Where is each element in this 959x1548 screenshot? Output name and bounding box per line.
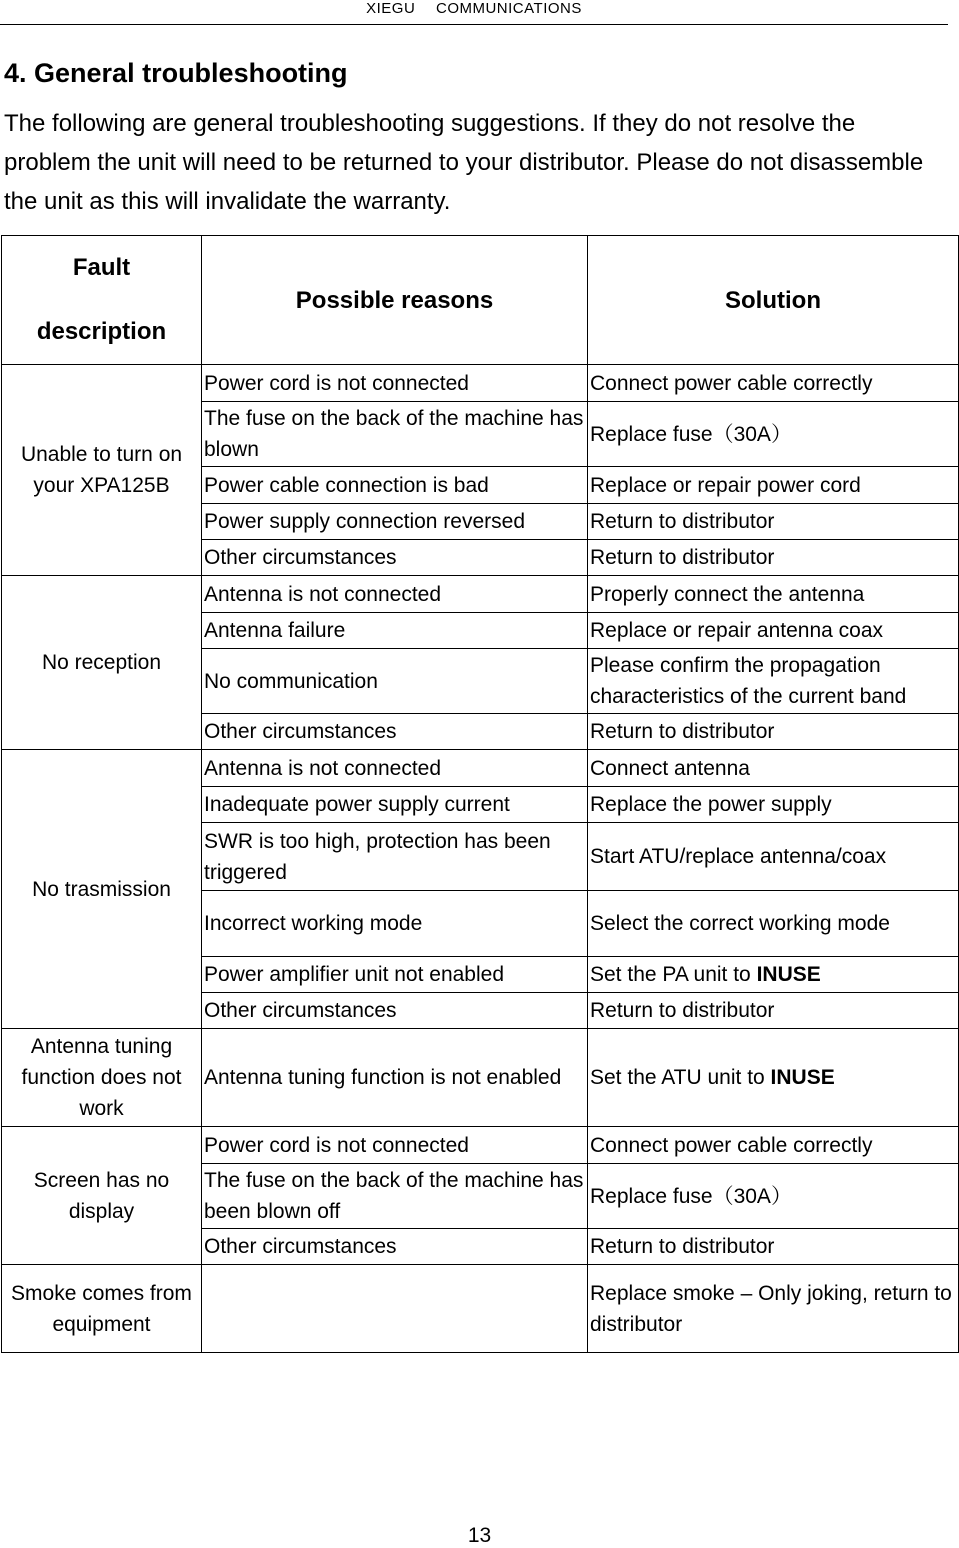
solution-cell: Replace or repair antenna coax bbox=[588, 613, 959, 649]
possible-reason-cell: SWR is too high, protection has been triggered bbox=[202, 823, 588, 891]
solution-cell: Return to distributor bbox=[588, 714, 959, 750]
fault-description-cell: Antenna tuning function does not work bbox=[2, 1029, 202, 1127]
possible-reason-cell: Power cable connection is bad bbox=[202, 467, 588, 504]
solution-cell: Connect antenna bbox=[588, 750, 959, 787]
solution-cell: Return to distributor bbox=[588, 504, 959, 540]
solution-cell: Select the correct working mode bbox=[588, 891, 959, 957]
table-header-row bbox=[2, 236, 959, 365]
table-row bbox=[2, 1029, 959, 1127]
possible-reason-cell: Incorrect working mode bbox=[202, 891, 588, 957]
fault-description-cell: Unable to turn on your XPA125B bbox=[2, 365, 202, 576]
fault-description-cell: Screen has no display bbox=[2, 1127, 202, 1265]
solution-setting-value: INUSE bbox=[770, 1066, 835, 1089]
solution-setting-value: INUSE bbox=[756, 963, 821, 986]
fault-description-cell: No trasmission bbox=[2, 750, 202, 1029]
header-solution: Solution bbox=[588, 236, 959, 365]
solution-cell: Start ATU/replace antenna/coax bbox=[588, 823, 959, 891]
table-body bbox=[2, 365, 959, 1353]
fault-description-cell: Smoke comes from equipment bbox=[2, 1265, 202, 1353]
page-header bbox=[0, 0, 948, 25]
section-title: 4. General troubleshooting bbox=[4, 58, 348, 88]
possible-reason-cell: Other circumstances bbox=[202, 993, 588, 1029]
possible-reason-cell bbox=[202, 1265, 588, 1353]
possible-reason-cell: The fuse on the back of the machine has been blown off bbox=[202, 1164, 588, 1229]
header-brand: XIEGU bbox=[366, 0, 416, 17]
solution-cell: Return to distributor bbox=[588, 540, 959, 576]
solution-text: Set the ATU unit to bbox=[590, 1066, 771, 1089]
possible-reason-cell: Power cord is not connected bbox=[202, 1127, 588, 1164]
possible-reason-cell: No communication bbox=[202, 649, 588, 714]
intro-paragraph: The following are general troubleshooting suggestions. If they do not resolve the problem the unit will need to be returned to your distributor. Please do not disassemble the unit as this will invalidate the warranty. bbox=[4, 110, 924, 215]
solution-text: Set the PA unit to bbox=[590, 963, 757, 986]
solution-cell: Replace the power supply bbox=[588, 787, 959, 823]
possible-reason-cell: Other circumstances bbox=[202, 1229, 588, 1265]
table-row bbox=[2, 365, 959, 402]
possible-reason-cell: Antenna tuning function is not enabled bbox=[202, 1029, 588, 1127]
solution-cell bbox=[588, 1029, 959, 1127]
table-row bbox=[2, 576, 959, 613]
solution-cell: Return to distributor bbox=[588, 1229, 959, 1265]
solution-cell: Please confirm the propagation characteristics of the current band bbox=[588, 649, 959, 714]
possible-reason-cell: Power supply connection reversed bbox=[202, 504, 588, 540]
header-company: COMMUNICATIONS bbox=[435, 0, 582, 17]
possible-reason-cell: Antenna is not connected bbox=[202, 750, 588, 787]
solution-cell: Replace fuse（30A） bbox=[588, 402, 959, 467]
fault-description-cell: No reception bbox=[2, 576, 202, 750]
possible-reason-cell: Inadequate power supply current bbox=[202, 787, 588, 823]
solution-cell: Replace or repair power cord bbox=[588, 467, 959, 504]
table-row bbox=[2, 1265, 959, 1353]
table-row bbox=[2, 750, 959, 787]
solution-cell: Connect power cable correctly bbox=[588, 365, 959, 402]
solution-cell: Replace fuse（30A） bbox=[588, 1164, 959, 1229]
possible-reason-cell: Power cord is not connected bbox=[202, 365, 588, 402]
header-fault-description: Fault description bbox=[2, 236, 202, 365]
possible-reason-cell: Other circumstances bbox=[202, 540, 588, 576]
header-possible-reasons: Possible reasons bbox=[202, 236, 588, 365]
solution-cell: Replace smoke – Only joking, return to distributor bbox=[588, 1265, 959, 1353]
possible-reason-cell: Antenna failure bbox=[202, 613, 588, 649]
solution-cell: Connect power cable correctly bbox=[588, 1127, 959, 1164]
possible-reason-cell: Power amplifier unit not enabled bbox=[202, 957, 588, 993]
troubleshooting-table bbox=[1, 235, 959, 1353]
solution-cell bbox=[588, 957, 959, 993]
solution-cell: Properly connect the antenna bbox=[588, 576, 959, 613]
possible-reason-cell: Antenna is not connected bbox=[202, 576, 588, 613]
page-number: 13 bbox=[467, 1524, 492, 1547]
possible-reason-cell: The fuse on the back of the machine has blown bbox=[202, 402, 588, 467]
possible-reason-cell: Other circumstances bbox=[202, 714, 588, 750]
solution-cell: Return to distributor bbox=[588, 993, 959, 1029]
table-row bbox=[2, 1127, 959, 1164]
